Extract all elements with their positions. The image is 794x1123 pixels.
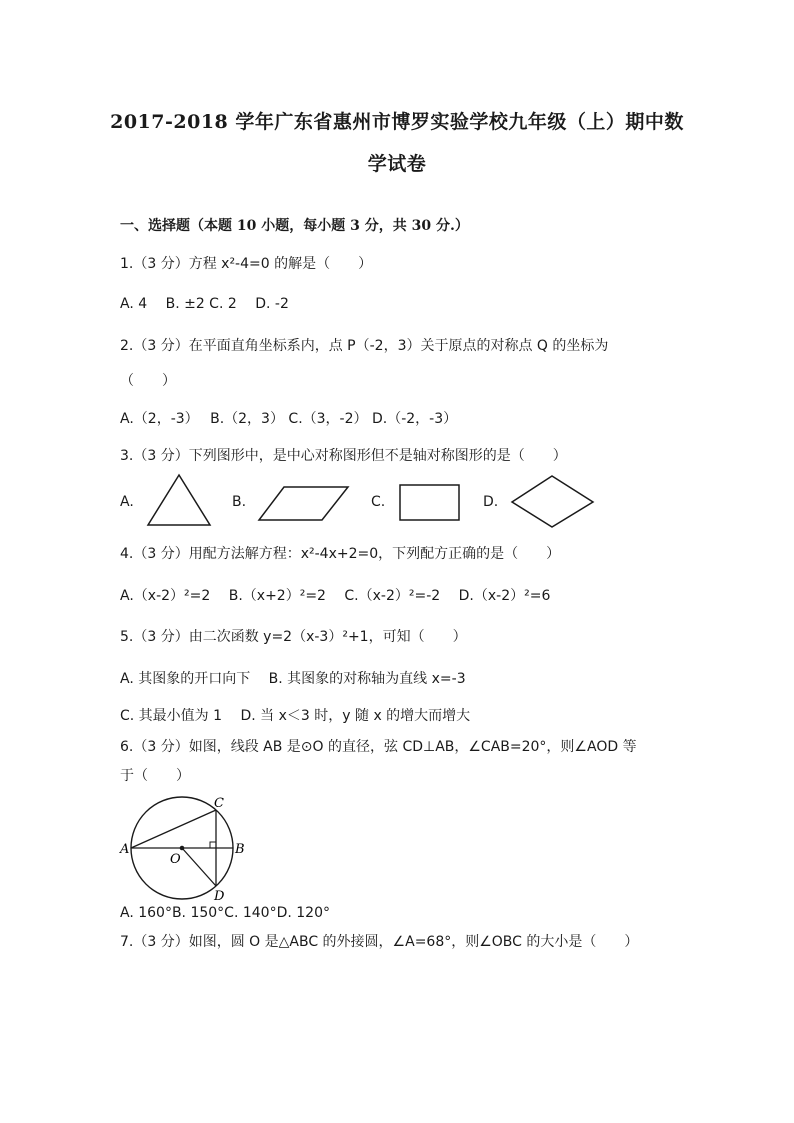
q1-options: A. 4 B. ±2 C. 2 D. -2 — [120, 296, 289, 312]
q5-stem: 5.（3 分）由二次函数 y=2（x-3）²+1，可知（ ） — [120, 629, 467, 645]
q6-stem-cont: 于（ ） — [120, 768, 190, 784]
exam-title-line2: 学试卷 — [367, 153, 427, 175]
label-d: D — [214, 889, 225, 904]
label-o: O — [170, 852, 181, 867]
segment-od — [182, 848, 216, 886]
parallelogram-figure — [258, 486, 350, 522]
q7-stem: 7.（3 分）如图，圆 O 是△ABC 的外接圆，∠A=68°，则∠OBC 的大小是（ ） — [120, 934, 639, 950]
label-a: A — [120, 842, 130, 857]
exam-title-line1: 2017-2018 学年广东省惠州市博罗实验学校九年级（上）期中数 — [110, 111, 684, 133]
q2-options: A.（2，-3） B.（2，3） C.（3，-2） D.（-2，-3） — [120, 411, 458, 427]
rectangle-figure — [399, 484, 461, 522]
circle-diagram — [118, 793, 258, 903]
segment-ac — [131, 810, 216, 848]
q5-options-line1: A. 其图象的开口向下 B. 其图象的对称轴为直线 x=-3 — [120, 671, 466, 687]
q5-options-line2: C. 其最小值为 1 D. 当 x＜3 时，y 随 x 的增大而增大 — [120, 708, 471, 724]
q3-option-d-label: D. — [483, 494, 499, 510]
q2-stem-cont: （ ） — [120, 373, 176, 389]
label-b: B — [235, 842, 245, 857]
section-heading: 一、选择题（本题 10 小题，每小题 3 分，共 30 分.） — [120, 218, 469, 234]
triangle-figure — [147, 473, 213, 527]
q3-stem: 3.（3 分）下列图形中，是中心对称图形但不是轴对称图形的是（ ） — [120, 448, 567, 464]
q4-options: A.（x-2）²=2 B.（x+2）²=2 C.（x-2）²=-2 D.（x-2）²=6 — [120, 588, 551, 604]
label-c: C — [214, 796, 224, 811]
q2-stem: 2.（3 分）在平面直角坐标系内，点 P（-2，3）关于原点的对称点 Q 的坐标为 — [120, 338, 609, 354]
rhombus-figure — [511, 475, 595, 529]
q3-option-a-label: A. — [120, 494, 134, 510]
q6-options: A. 160°B. 150°C. 140°D. 120° — [120, 905, 330, 921]
q1-stem: 1.（3 分）方程 x²-4=0 的解是（ ） — [120, 256, 373, 272]
q3-option-c-label: C. — [371, 494, 386, 510]
q3-option-b-label: B. — [232, 494, 247, 510]
center-point — [180, 846, 185, 851]
q6-stem: 6.（3 分）如图，线段 AB 是⊙O 的直径，弦 CD⊥AB，∠CAB=20°，则∠AOD 等 — [120, 739, 637, 755]
right-angle-mark — [210, 842, 216, 848]
q4-stem: 4.（3 分）用配方法解方程：x²-4x+2=0，下列配方正确的是（ ） — [120, 546, 561, 562]
